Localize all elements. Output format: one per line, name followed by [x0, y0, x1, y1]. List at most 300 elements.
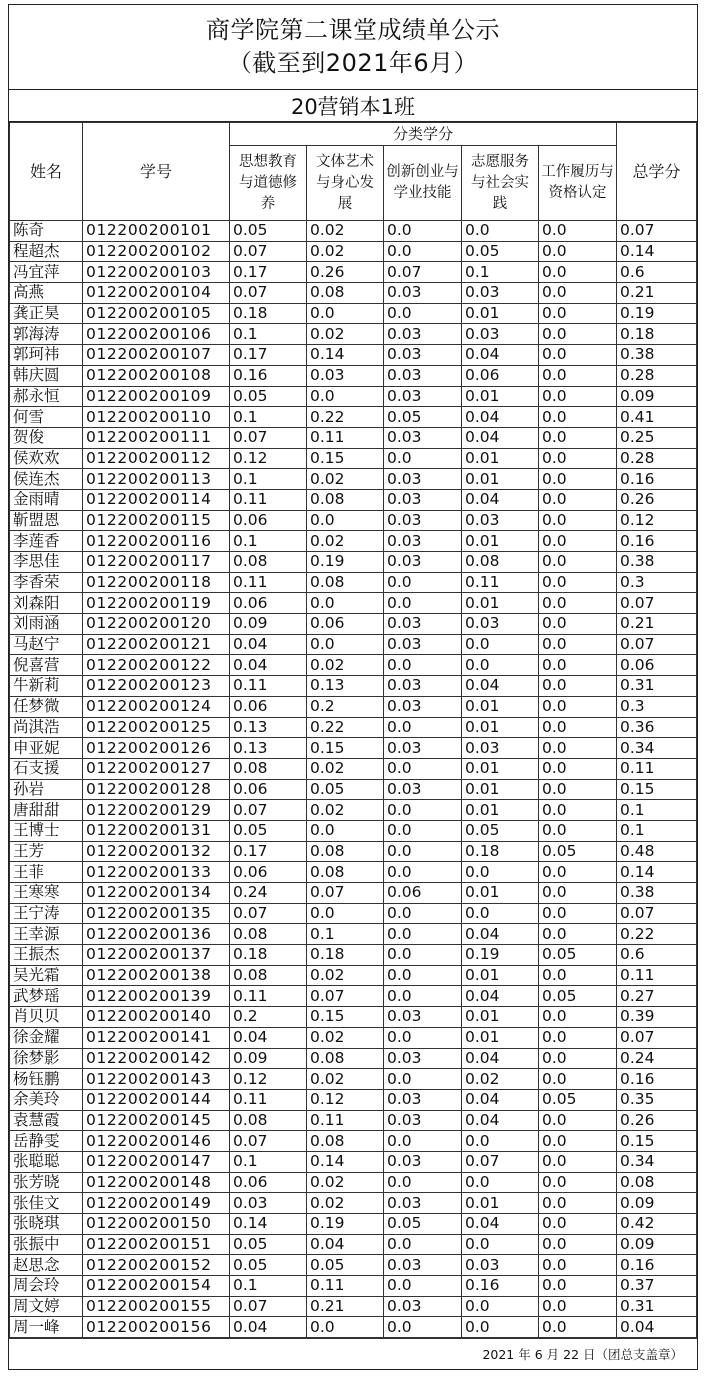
cell-score: 0.0 [539, 345, 617, 366]
cell-score: 0.13 [307, 676, 384, 697]
cell-score: 0.0 [539, 1172, 617, 1193]
cell-total: 0.06 [617, 655, 697, 676]
cell-score: 0.01 [462, 965, 539, 986]
cell-score: 0.0 [384, 841, 462, 862]
table-row [10, 1234, 697, 1255]
cell-total: 0.26 [617, 489, 697, 510]
table-row [10, 572, 697, 593]
cell-score: 0.0 [384, 1234, 462, 1255]
cell-name: 郝永恒 [10, 386, 83, 407]
cell-score: 0.03 [384, 365, 462, 386]
cell-name: 周文婷 [10, 1296, 83, 1317]
table-row [10, 1172, 697, 1193]
table-row [10, 1089, 697, 1110]
cell-score: 0.0 [539, 324, 617, 345]
cell-score: 0.0 [539, 1193, 617, 1214]
cell-total: 0.22 [617, 924, 697, 945]
cell-score: 0.0 [539, 1151, 617, 1172]
cell-score: 0.08 [230, 924, 307, 945]
table-row [10, 924, 697, 945]
cell-score: 0.03 [307, 365, 384, 386]
cell-score: 0.0 [384, 800, 462, 821]
cell-total: 0.38 [617, 883, 697, 904]
table-row [10, 1317, 697, 1338]
cell-name: 冯宜萍 [10, 262, 83, 283]
cell-score: 0.0 [384, 924, 462, 945]
cell-student-id: 012200200151 [83, 1234, 230, 1255]
cell-student-id: 012200200126 [83, 738, 230, 759]
cell-score: 0.03 [384, 1193, 462, 1214]
cell-score: 0.03 [384, 1007, 462, 1028]
cell-name: 王博士 [10, 820, 83, 841]
cell-name: 袁慧霞 [10, 1110, 83, 1131]
cell-score: 0.0 [384, 572, 462, 593]
cell-score: 0.03 [384, 696, 462, 717]
cell-name: 倪喜营 [10, 655, 83, 676]
cell-student-id: 012200200118 [83, 572, 230, 593]
cell-score: 0.12 [230, 1069, 307, 1090]
cell-score: 0.1 [462, 262, 539, 283]
cell-name: 肖贝贝 [10, 1007, 83, 1028]
cell-score: 0.03 [384, 427, 462, 448]
cell-score: 0.11 [230, 676, 307, 697]
cell-score: 0.0 [384, 862, 462, 883]
cell-score: 0.08 [307, 862, 384, 883]
cell-total: 0.18 [617, 324, 697, 345]
cell-student-id: 012200200146 [83, 1131, 230, 1152]
cell-score: 0.0 [539, 758, 617, 779]
cell-total: 0.04 [617, 1317, 697, 1338]
cell-score: 0.04 [230, 655, 307, 676]
cell-score: 0.0 [307, 634, 384, 655]
cell-student-id: 012200200117 [83, 552, 230, 573]
cell-total: 0.11 [617, 758, 697, 779]
cell-score: 0.03 [384, 510, 462, 531]
cell-total: 0.31 [617, 1296, 697, 1317]
cell-name: 王寒寒 [10, 883, 83, 904]
header-category: 创新创业与学业技能 [384, 146, 462, 221]
cell-score: 0.0 [384, 241, 462, 262]
table-row [10, 738, 697, 759]
cell-score: 0.0 [462, 903, 539, 924]
table-row [10, 1193, 697, 1214]
grades-table [9, 122, 697, 1338]
cell-total: 0.21 [617, 283, 697, 304]
cell-score: 0.03 [462, 1255, 539, 1276]
cell-score: 0.12 [307, 1089, 384, 1110]
cell-total: 0.11 [617, 965, 697, 986]
cell-name: 唐甜甜 [10, 800, 83, 821]
cell-score: 0.0 [539, 386, 617, 407]
cell-total: 0.19 [617, 303, 697, 324]
cell-score: 0.15 [307, 448, 384, 469]
table-row [10, 655, 697, 676]
cell-score: 0.07 [230, 427, 307, 448]
table-row [10, 324, 697, 345]
cell-score: 0.0 [539, 655, 617, 676]
cell-score: 0.01 [462, 303, 539, 324]
cell-score: 0.03 [384, 489, 462, 510]
cell-score: 0.04 [230, 1317, 307, 1338]
cell-score: 0.0 [539, 407, 617, 428]
cell-score: 0.0 [539, 862, 617, 883]
cell-name: 张芳晓 [10, 1172, 83, 1193]
cell-score: 0.0 [539, 1069, 617, 1090]
cell-total: 0.6 [617, 262, 697, 283]
cell-score: 0.04 [230, 634, 307, 655]
cell-score: 0.11 [462, 572, 539, 593]
cell-score: 0.0 [307, 386, 384, 407]
cell-student-id: 012200200108 [83, 365, 230, 386]
cell-student-id: 012200200105 [83, 303, 230, 324]
cell-name: 岳静雯 [10, 1131, 83, 1152]
table-row [10, 1048, 697, 1069]
cell-student-id: 012200200115 [83, 510, 230, 531]
cell-score: 0.0 [539, 1255, 617, 1276]
table-row [10, 634, 697, 655]
cell-name: 任梦微 [10, 696, 83, 717]
table-row [10, 676, 697, 697]
cell-total: 0.38 [617, 552, 697, 573]
cell-score: 0.19 [462, 945, 539, 966]
cell-score: 0.03 [384, 386, 462, 407]
cell-total: 0.1 [617, 820, 697, 841]
cell-student-id: 012200200133 [83, 862, 230, 883]
cell-name: 牛新莉 [10, 676, 83, 697]
cell-name: 龚正昊 [10, 303, 83, 324]
cell-score: 0.03 [384, 738, 462, 759]
cell-score: 0.01 [462, 1007, 539, 1028]
cell-score: 0.0 [462, 1131, 539, 1152]
cell-total: 0.16 [617, 1069, 697, 1090]
table-row [10, 758, 697, 779]
cell-total: 0.09 [617, 1234, 697, 1255]
cell-score: 0.0 [539, 552, 617, 573]
cell-score: 0.0 [539, 427, 617, 448]
cell-score: 0.07 [230, 241, 307, 262]
cell-score: 0.05 [230, 386, 307, 407]
cell-score: 0.17 [230, 345, 307, 366]
cell-student-id: 012200200120 [83, 614, 230, 635]
cell-total: 0.48 [617, 841, 697, 862]
cell-name: 王振杰 [10, 945, 83, 966]
cell-score: 0.0 [539, 1317, 617, 1338]
cell-name: 侯连杰 [10, 469, 83, 490]
cell-name: 李莲香 [10, 531, 83, 552]
cell-score: 0.04 [230, 1027, 307, 1048]
cell-score: 0.01 [462, 696, 539, 717]
cell-score: 0.17 [230, 262, 307, 283]
cell-score: 0.0 [539, 283, 617, 304]
cell-score: 0.0 [539, 1048, 617, 1069]
cell-student-id: 012200200142 [83, 1048, 230, 1069]
cell-student-id: 012200200123 [83, 676, 230, 697]
cell-score: 0.05 [462, 241, 539, 262]
cell-total: 0.07 [617, 1027, 697, 1048]
cell-score: 0.0 [539, 1110, 617, 1131]
cell-score: 0.01 [462, 800, 539, 821]
cell-score: 0.05 [539, 986, 617, 1007]
cell-score: 0.0 [539, 1276, 617, 1297]
cell-score: 0.06 [230, 1172, 307, 1193]
cell-student-id: 012200200125 [83, 717, 230, 738]
cell-student-id: 012200200119 [83, 593, 230, 614]
cell-score: 0.08 [307, 572, 384, 593]
table-row [10, 883, 697, 904]
cell-score: 0.08 [307, 841, 384, 862]
cell-score: 0.05 [539, 1089, 617, 1110]
cell-score: 0.01 [462, 758, 539, 779]
cell-score: 0.06 [462, 365, 539, 386]
cell-score: 0.03 [462, 283, 539, 304]
cell-score: 0.0 [539, 531, 617, 552]
table-row [10, 1296, 697, 1317]
cell-score: 0.0 [384, 1172, 462, 1193]
cell-score: 0.0 [539, 241, 617, 262]
cell-score: 0.0 [462, 1296, 539, 1317]
table-row [10, 800, 697, 821]
cell-score: 0.02 [307, 1193, 384, 1214]
cell-total: 0.26 [617, 1110, 697, 1131]
cell-student-id: 012200200112 [83, 448, 230, 469]
cell-score: 0.02 [307, 469, 384, 490]
cell-score: 0.0 [307, 820, 384, 841]
cell-score: 0.05 [230, 1234, 307, 1255]
cell-score: 0.09 [230, 614, 307, 635]
cell-score: 0.11 [307, 427, 384, 448]
table-row [10, 593, 697, 614]
cell-score: 0.07 [384, 262, 462, 283]
table-row [10, 779, 697, 800]
cell-total: 0.07 [617, 634, 697, 655]
cell-student-id: 012200200116 [83, 531, 230, 552]
cell-score: 0.07 [462, 1151, 539, 1172]
cell-score: 0.08 [230, 1110, 307, 1131]
cell-score: 0.06 [307, 614, 384, 635]
cell-score: 0.04 [462, 407, 539, 428]
cell-score: 0.1 [307, 924, 384, 945]
cell-score: 0.02 [307, 758, 384, 779]
cell-name: 金雨晴 [10, 489, 83, 510]
cell-score: 0.0 [539, 676, 617, 697]
cell-student-id: 012200200128 [83, 779, 230, 800]
table-row [10, 1214, 697, 1235]
cell-name: 高燕 [10, 283, 83, 304]
cell-student-id: 012200200143 [83, 1069, 230, 1090]
cell-score: 0.0 [539, 469, 617, 490]
cell-score: 0.0 [539, 572, 617, 593]
cell-score: 0.05 [307, 1255, 384, 1276]
cell-score: 0.01 [462, 469, 539, 490]
cell-student-id: 012200200110 [83, 407, 230, 428]
cell-score: 0.01 [462, 386, 539, 407]
cell-score: 0.0 [384, 1317, 462, 1338]
table-row [10, 407, 697, 428]
table-row [10, 1007, 697, 1028]
cell-total: 0.12 [617, 510, 697, 531]
title-block [9, 5, 697, 90]
cell-score: 0.2 [230, 1007, 307, 1028]
table-row [10, 510, 697, 531]
cell-total: 0.6 [617, 945, 697, 966]
cell-score: 0.22 [307, 717, 384, 738]
cell-student-id: 012200200107 [83, 345, 230, 366]
cell-score: 0.06 [230, 862, 307, 883]
cell-total: 0.08 [617, 1172, 697, 1193]
cell-score: 0.0 [462, 655, 539, 676]
table-row [10, 820, 697, 841]
table-row [10, 241, 697, 262]
table-row [10, 469, 697, 490]
cell-score: 0.0 [539, 489, 617, 510]
cell-student-id: 012200200152 [83, 1255, 230, 1276]
cell-score: 0.26 [307, 262, 384, 283]
cell-total: 0.1 [617, 800, 697, 821]
cell-score: 0.0 [384, 717, 462, 738]
cell-name: 刘森阳 [10, 593, 83, 614]
cell-student-id: 012200200106 [83, 324, 230, 345]
cell-score: 0.02 [307, 655, 384, 676]
cell-score: 0.0 [462, 1172, 539, 1193]
cell-student-id: 012200200149 [83, 1193, 230, 1214]
table-row [10, 283, 697, 304]
cell-score: 0.03 [384, 1089, 462, 1110]
cell-name: 周会玲 [10, 1276, 83, 1297]
cell-total: 0.27 [617, 986, 697, 1007]
table-row [10, 1276, 697, 1297]
cell-score: 0.2 [307, 696, 384, 717]
cell-total: 0.21 [617, 614, 697, 635]
cell-name: 余美玲 [10, 1089, 83, 1110]
cell-score: 0.17 [230, 841, 307, 862]
cell-score: 0.08 [307, 1048, 384, 1069]
cell-score: 0.0 [384, 758, 462, 779]
cell-score: 0.11 [230, 572, 307, 593]
cell-score: 0.08 [230, 965, 307, 986]
cell-score: 0.04 [462, 1089, 539, 1110]
cell-score: 0.0 [462, 634, 539, 655]
cell-score: 0.0 [384, 965, 462, 986]
cell-score: 0.07 [230, 283, 307, 304]
cell-name: 王芳 [10, 841, 83, 862]
cell-score: 0.0 [539, 903, 617, 924]
cell-score: 0.0 [384, 986, 462, 1007]
cell-score: 0.07 [230, 1131, 307, 1152]
cell-score: 0.0 [307, 903, 384, 924]
cell-score: 0.0 [384, 1276, 462, 1297]
table-row [10, 303, 697, 324]
cell-total: 0.07 [617, 221, 697, 242]
cell-student-id: 012200200132 [83, 841, 230, 862]
cell-score: 0.05 [384, 407, 462, 428]
header-category: 文体艺术与身心发展 [307, 146, 384, 221]
cell-name: 张振中 [10, 1234, 83, 1255]
cell-score: 0.18 [307, 945, 384, 966]
cell-student-id: 012200200155 [83, 1296, 230, 1317]
cell-name: 何雪 [10, 407, 83, 428]
cell-score: 0.0 [539, 510, 617, 531]
cell-score: 0.0 [539, 1296, 617, 1317]
cell-student-id: 012200200144 [83, 1089, 230, 1110]
cell-score: 0.0 [539, 1214, 617, 1235]
cell-score: 0.13 [230, 738, 307, 759]
cell-name: 孙岩 [10, 779, 83, 800]
cell-student-id: 012200200147 [83, 1151, 230, 1172]
cell-score: 0.0 [384, 820, 462, 841]
cell-score: 0.08 [307, 489, 384, 510]
cell-score: 0.04 [307, 1234, 384, 1255]
cell-score: 0.01 [462, 448, 539, 469]
cell-score: 0.07 [230, 800, 307, 821]
table-row [10, 221, 697, 242]
table-row [10, 365, 697, 386]
table-row [10, 903, 697, 924]
cell-score: 0.0 [462, 221, 539, 242]
cell-name: 程超杰 [10, 241, 83, 262]
table-row [10, 531, 697, 552]
cell-score: 0.05 [539, 945, 617, 966]
cell-score: 0.0 [539, 738, 617, 759]
cell-name: 尚淇浩 [10, 717, 83, 738]
cell-score: 0.06 [230, 696, 307, 717]
cell-name: 王菲 [10, 862, 83, 883]
cell-name: 徐梦影 [10, 1048, 83, 1069]
cell-total: 0.31 [617, 676, 697, 697]
cell-student-id: 012200200136 [83, 924, 230, 945]
cell-score: 0.01 [462, 717, 539, 738]
cell-score: 0.0 [539, 1131, 617, 1152]
table-body [10, 221, 697, 1338]
cell-name: 马赵宁 [10, 634, 83, 655]
cell-score: 0.03 [462, 614, 539, 635]
table-row [10, 696, 697, 717]
cell-name: 吴光霜 [10, 965, 83, 986]
cell-score: 0.05 [462, 820, 539, 841]
cell-name: 靳盟恩 [10, 510, 83, 531]
cell-score: 0.02 [307, 1172, 384, 1193]
cell-score: 0.0 [384, 303, 462, 324]
cell-score: 0.15 [307, 738, 384, 759]
table-row [10, 986, 697, 1007]
cell-student-id: 012200200140 [83, 1007, 230, 1028]
cell-score: 0.22 [307, 407, 384, 428]
cell-score: 0.02 [307, 241, 384, 262]
cell-student-id: 012200200102 [83, 241, 230, 262]
cell-name: 王幸源 [10, 924, 83, 945]
cell-score: 0.0 [539, 614, 617, 635]
cell-score: 0.04 [462, 1110, 539, 1131]
cell-score: 0.03 [384, 552, 462, 573]
header-name: 姓名 [10, 123, 83, 221]
table-row [10, 427, 697, 448]
cell-score: 0.0 [539, 1027, 617, 1048]
cell-total: 0.37 [617, 1276, 697, 1297]
cell-score: 0.09 [230, 1048, 307, 1069]
cell-student-id: 012200200150 [83, 1214, 230, 1235]
cell-score: 0.21 [307, 1296, 384, 1317]
page-title: 商学院第二课堂成绩单公示 [206, 16, 500, 44]
cell-student-id: 012200200113 [83, 469, 230, 490]
cell-score: 0.03 [384, 531, 462, 552]
table-row [10, 1131, 697, 1152]
cell-score: 0.1 [230, 407, 307, 428]
cell-total: 0.15 [617, 1131, 697, 1152]
cell-score: 0.0 [384, 903, 462, 924]
cell-total: 0.16 [617, 469, 697, 490]
cell-score: 0.14 [307, 345, 384, 366]
cell-total: 0.24 [617, 1048, 697, 1069]
cell-student-id: 012200200134 [83, 883, 230, 904]
